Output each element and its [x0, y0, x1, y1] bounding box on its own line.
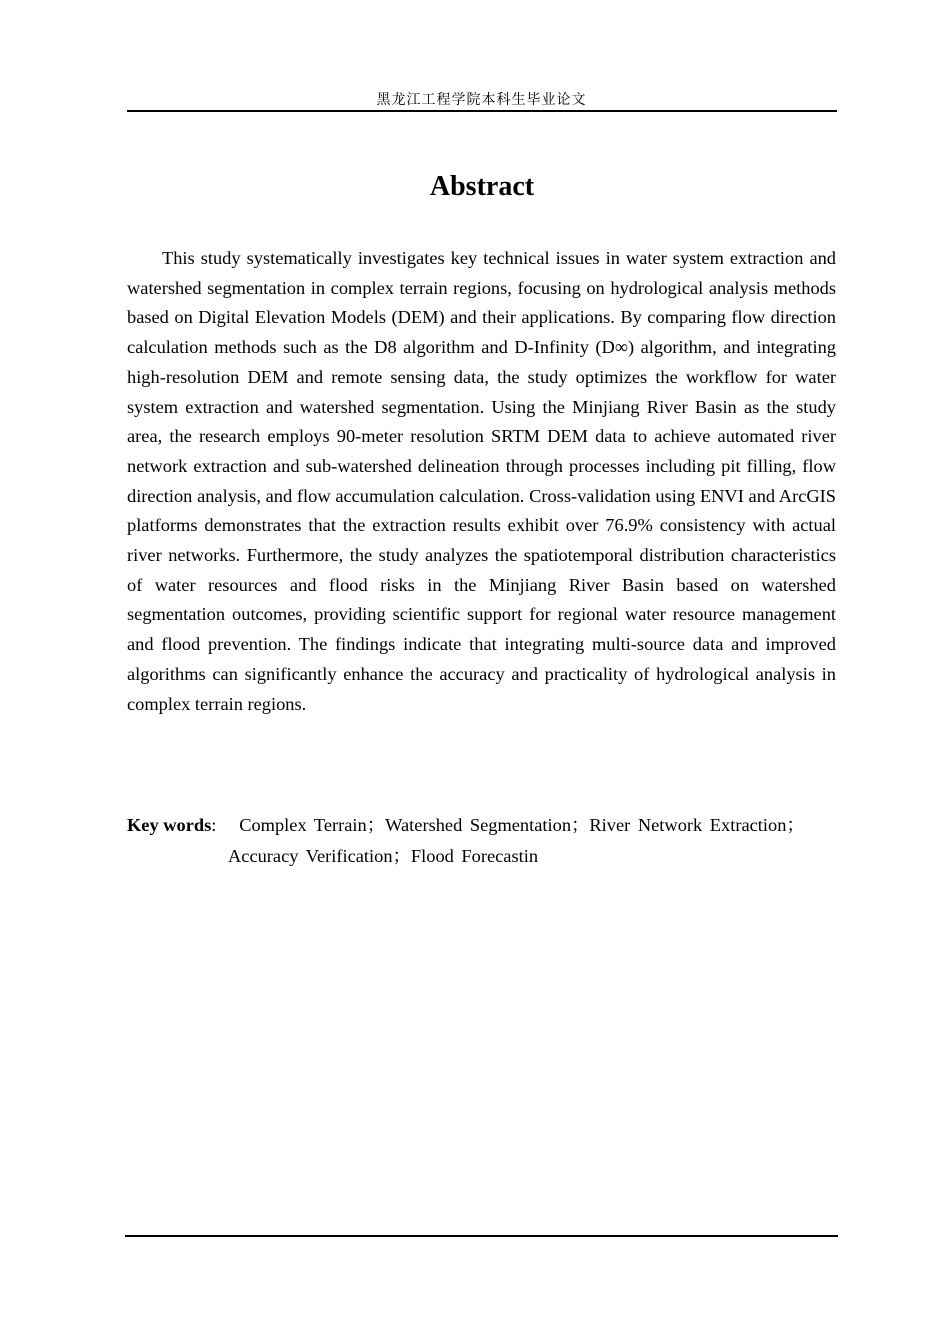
keywords-list-line-1: Complex Terrain；Watershed Segmentation；River Network Extraction； — [239, 815, 805, 835]
footer-rule — [125, 1235, 838, 1237]
keywords-line-1 — [127, 810, 836, 841]
abstract-body: This study systematically investigates key technical issues in water system extraction and watershed segmentation in complex terrain regions, focusing on hydrological analysis methods based on Digital Elevation Models (DEM) and their applications. By comparing flow direction calculation methods such as the D8 algorithm and D-Infinity (D∞) algorithm, and integrating high-resolution DEM and remote sensing data, the study optimizes the workflow for water system extraction and watershed segmentation. Using the Minjiang River Basin as the study area, the research employs 90-meter resolution SRTM DEM data to achieve automated river network extraction and sub-watershed delineation through processes including pit filling, flow direction analysis, and flow accumulation calculation. Cross-validation using ENVI and ArcGIS platforms demonstrates that the extraction results exhibit over 76.9% consistency with actual river networks. Furthermore, the study analyzes the spatiotemporal distribution characteristics of water resources and flood risks in the Minjiang River Basin based on watershed segmentation outcomes, providing scientific support for regional water resource management and flood prevention. The findings indicate that integrating multi-source data and improved algorithms can significantly enhance the accuracy and practicality of hydrological analysis in complex terrain regions. — [127, 248, 836, 714]
keywords-block — [127, 810, 836, 872]
keywords-line-2 — [127, 841, 836, 872]
running-header: 黑龙江工程学院本科生毕业论文 — [376, 92, 587, 108]
abstract-title: Abstract — [429, 171, 535, 202]
header-rule — [127, 110, 837, 112]
keywords-list-line-2: Accuracy Verification；Flood Forecastin — [228, 846, 539, 866]
keywords-separator: : — [211, 815, 217, 835]
keywords-label: Key words — [127, 815, 212, 835]
